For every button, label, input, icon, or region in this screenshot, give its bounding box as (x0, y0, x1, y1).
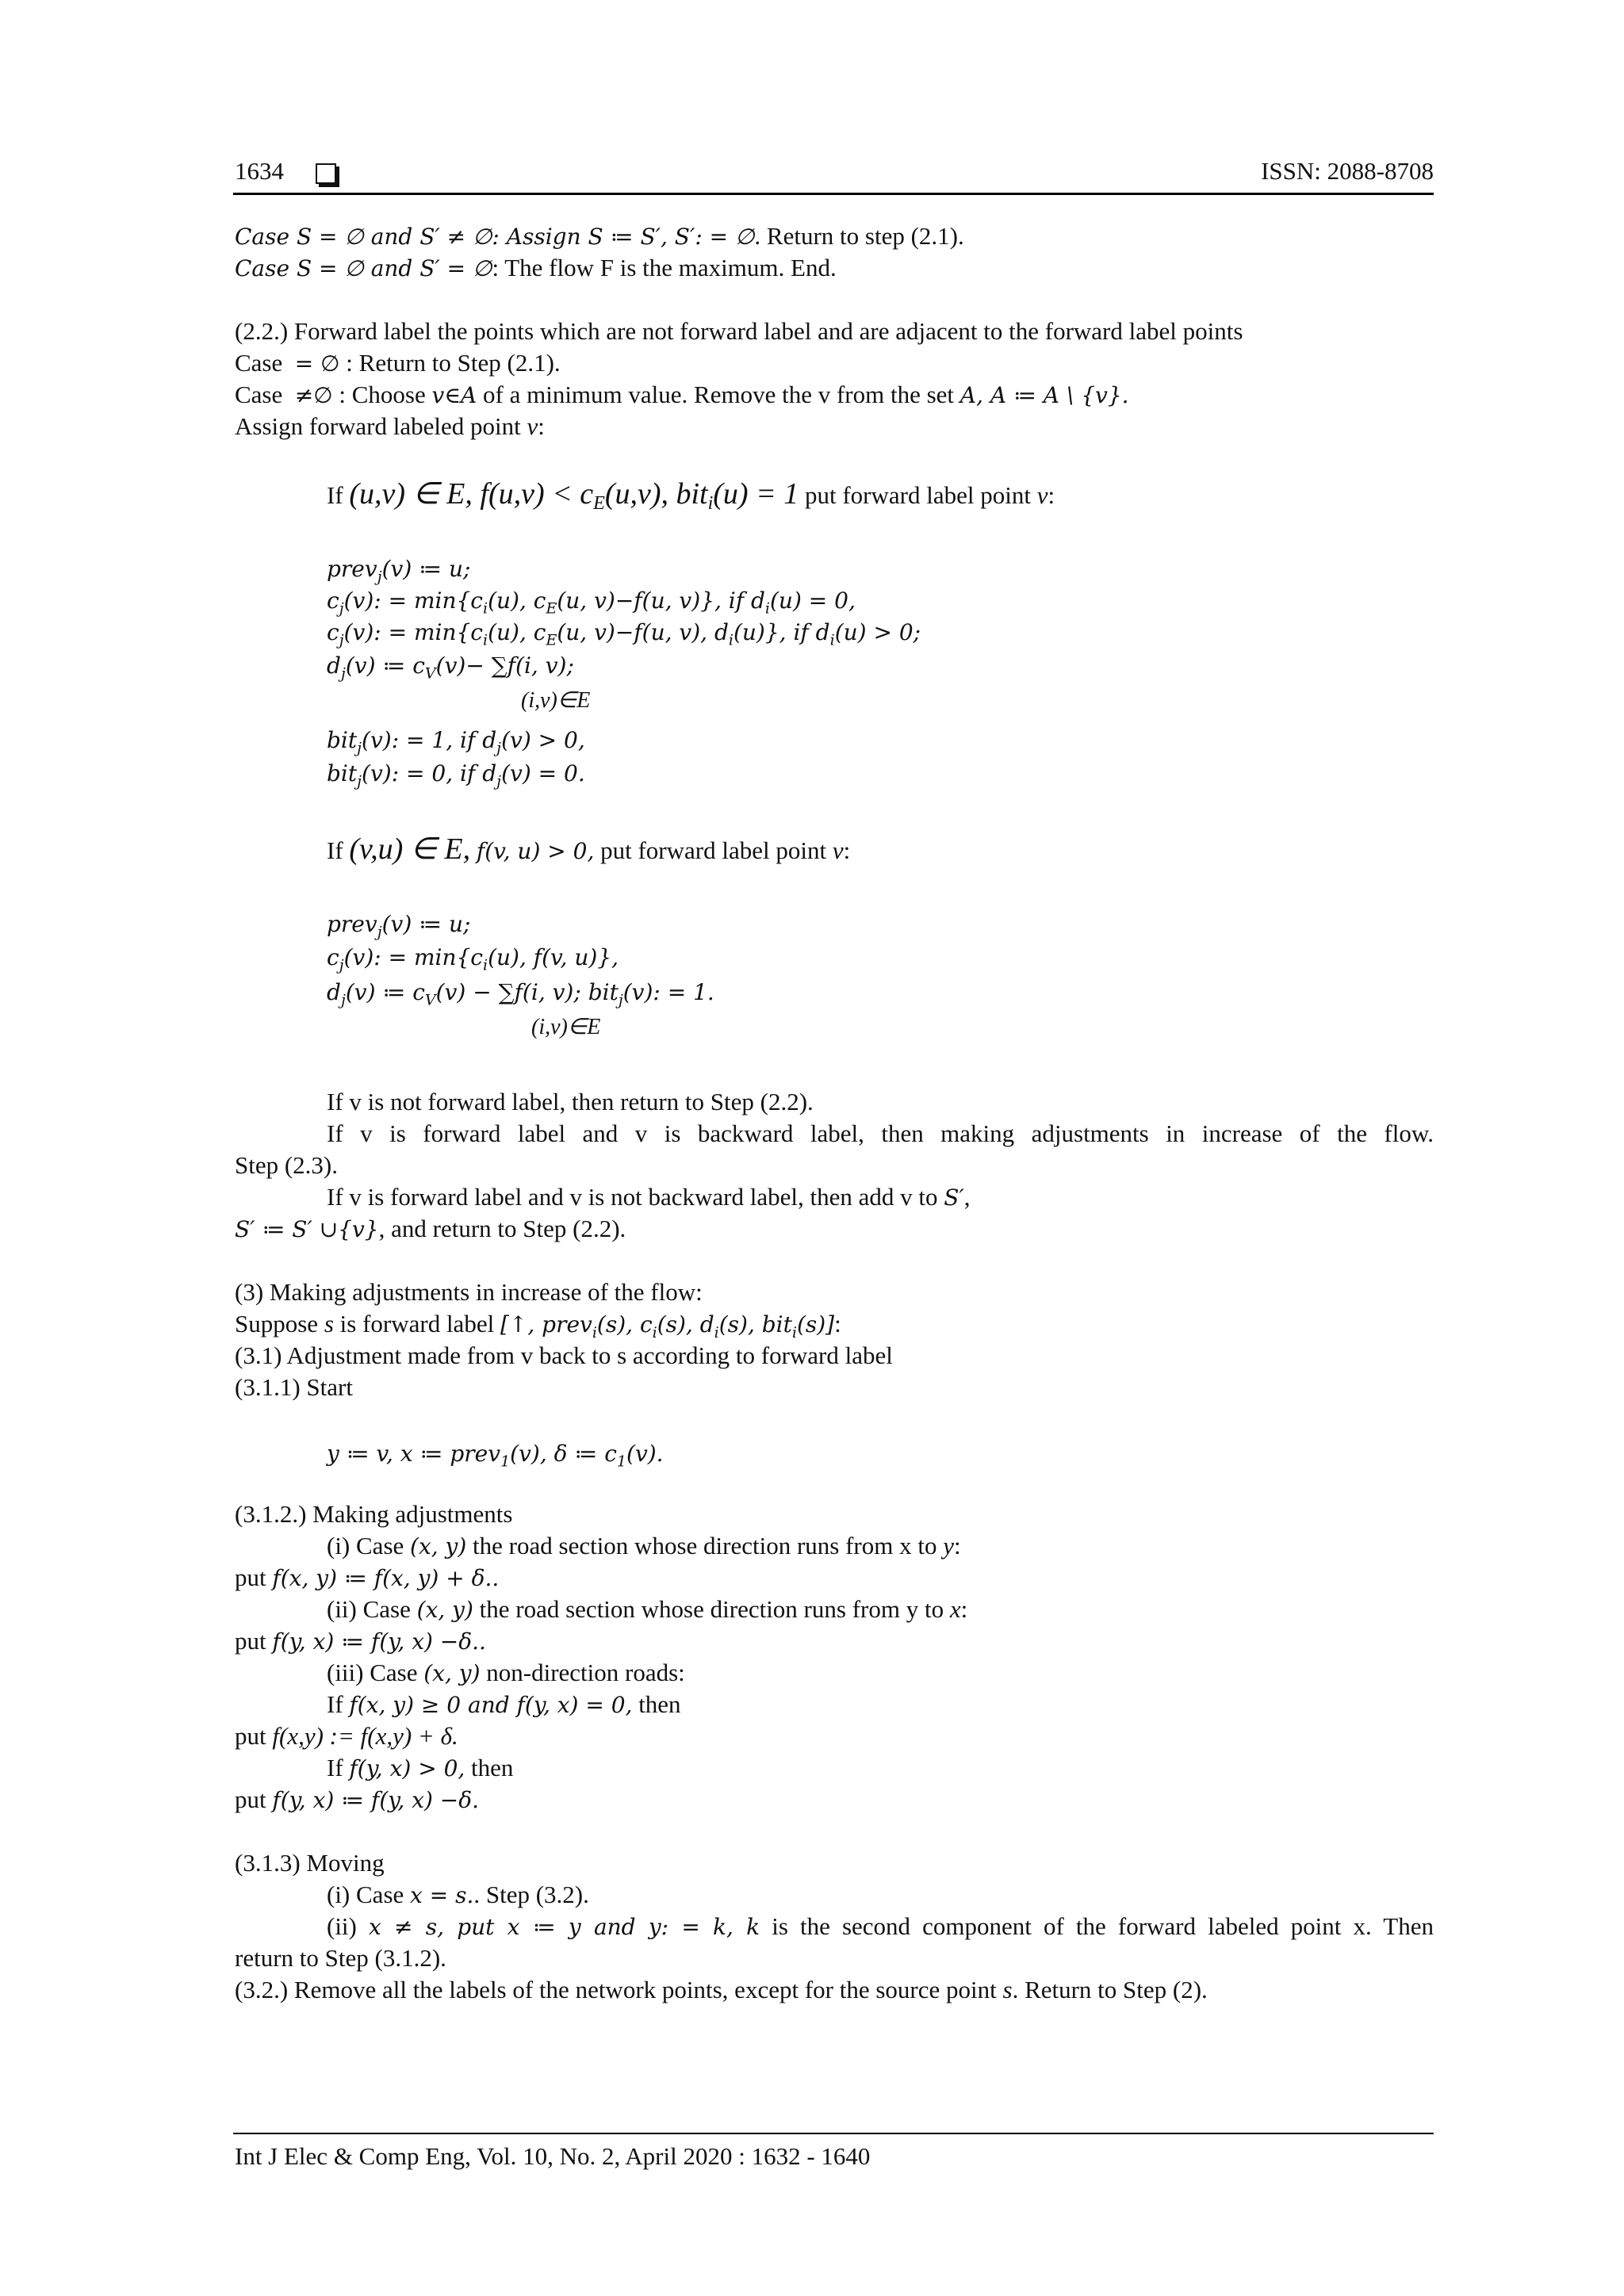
block2-condition: If (v,u) ∈ E, f(v, u) > 0, put forward label point v: (327, 832, 851, 866)
step-2-3: Step (2.3). (235, 1151, 339, 1179)
case-ii-put: put f(y, x) ≔ f(y, x) −δ.. (235, 1627, 486, 1655)
page-number: 1634 (235, 155, 336, 187)
block1-eq-bit-zero: bit$_j$(v): = 0, if $d_j(v) = 0$. (327, 760, 585, 790)
step-3-1-2: (3.1.2.) Making adjustments (235, 1500, 513, 1528)
block1-condition: If (u,v) ∈ E, $f(u,v) < c_E(u,v)$, bit$_i$(u) = 1 put forward label point v: (327, 477, 1055, 515)
case-iii-condition-2: If f(y, x) > 0, then (327, 1754, 514, 1781)
block1-eq-c-positive: $c_j(v)$: = $\min\{c_i(u)$, $c_E(u$, v)−f(u, v), $d_i(u)$}, if $d_i(u) > 0$; (327, 619, 921, 649)
moving-return: return to Step (3.1.2). (235, 1944, 446, 1972)
assign-forward-label: Assign forward labeled point v: (235, 412, 545, 440)
forward-backward-line: If v is forward label and v is backward label, then making adjustments in increase of the flow. (327, 1119, 1434, 1147)
case-iii-put-1: put f(x,y) := f(x,y) + δ. (235, 1722, 458, 1750)
start-equation: y ≔ v, x ≔ prev$_1$(v), δ ≔ $c_1(v)$. (327, 1441, 664, 1471)
block2-eq-prev: prev$_j$(v) ≔ u; (327, 911, 471, 941)
step-2-2-case-empty: Case = ∅ : Return to Step (2.1). (235, 349, 561, 377)
add-to-s-prime-line: If v is forward label and v is not backward label, then add v to S′, (327, 1183, 971, 1211)
square-bullet-icon (316, 163, 336, 184)
suppose-line: Suppose s is forward label [↑, prev$_i$(s), $c_i(s)$, $d_i(s)$, bit$_i$(s)]: (235, 1310, 841, 1342)
block1-eq-bit-one: bit$_j$(v): = 1, if $d_j(v) > 0$, (327, 727, 585, 757)
case-ii-line: (ii) Case (x, y) the road section whose direction runs from y to x: (327, 1595, 968, 1623)
case-i-put: put f(x, y) ≔ f(x, y) + δ.. (235, 1563, 500, 1591)
moving-case-i: (i) Case x = s.. Step (3.2). (327, 1881, 589, 1908)
header-rule (233, 193, 1434, 195)
section-3-heading: (3) Making adjustments in increase of the flow: (235, 1278, 703, 1306)
block1-sum-index: (i,v)∈E (521, 688, 591, 713)
block2-eq-c: $c_j(v)$: = $\min\{c_i(u)$, f(v, u)}, (327, 944, 619, 974)
moving-case-ii: (ii) x ≠ s, put x ≔ y and y: = k, k is the second component of the forward labeled point x. Then (327, 1912, 1434, 1940)
not-forward-label-line: If v is not forward label, then return to Step (2.2). (327, 1088, 814, 1115)
step-3-1: (3.1) Adjustment made from v back to s according to forward label (235, 1341, 893, 1369)
block2-sum-index: (i,v)∈E (531, 1015, 601, 1039)
step-3-1-3: (3.1.3) Moving (235, 1849, 385, 1877)
case-line-2: Case S = ∅ and S′ = ∅: The flow F is the maximum. End. (235, 254, 837, 281)
case-line-1: Case S = ∅ and S′ ≠ ∅: Assign S ≔ S′, S′: = ∅. Return to step (2.1). (235, 222, 964, 250)
step-3-1-1: (3.1.1) Start (235, 1373, 353, 1401)
footer-citation: Int J Elec & Comp Eng, Vol. 10, No. 2, April 2020 : 1632 - 1640 (235, 2142, 871, 2170)
step-2-2-case-nonempty: Case ≠∅ : Choose v∈A of a minimum value. Remove the v from the set A, A ≔ A \ {v}. (235, 381, 1129, 408)
footer-rule (233, 2133, 1434, 2134)
block1-eq-d: $d_j(v)$ ≔ $c_V(v)- \sum f(i$, v); (327, 652, 574, 683)
step-2-2-heading: (2.2.) Forward label the points which are not forward label and are adjacent to the forward label points (235, 317, 1243, 345)
case-iii-put-2: put f(y, x) ≔ f(y, x) −δ. (235, 1785, 480, 1813)
block1-eq-prev: prev$_j$(v) ≔ u; (327, 556, 471, 586)
block1-eq-c-zero: $c_j(v)$: = $\min\{c_i(u)$, $c_E(u$, v)−f(u, v)}, if $d_i(u) = 0$, (327, 587, 856, 618)
s-prime-update-line: S′ ≔ S′ ∪{v}, and return to Step (2.2). (235, 1215, 626, 1242)
case-iii-condition-1: If f(x, y) ≥ 0 and f(y, x) = 0, then (327, 1690, 681, 1718)
step-3-2: (3.2.) Remove all the labels of the network points, except for the source point s. Return to Step (2). (235, 1976, 1208, 2003)
case-i-line: (i) Case (x, y) the road section whose direction runs from x to y: (327, 1532, 961, 1559)
case-iii-line: (iii) Case (x, y) non-direction roads: (327, 1659, 685, 1686)
issn: ISSN: 2088-8708 (1261, 157, 1434, 185)
block2-eq-d-bit: $d_j(v)$ ≔ $c_V(v) - \sum f(i$, v); bit$_j$(v): = 1. (327, 979, 714, 1009)
